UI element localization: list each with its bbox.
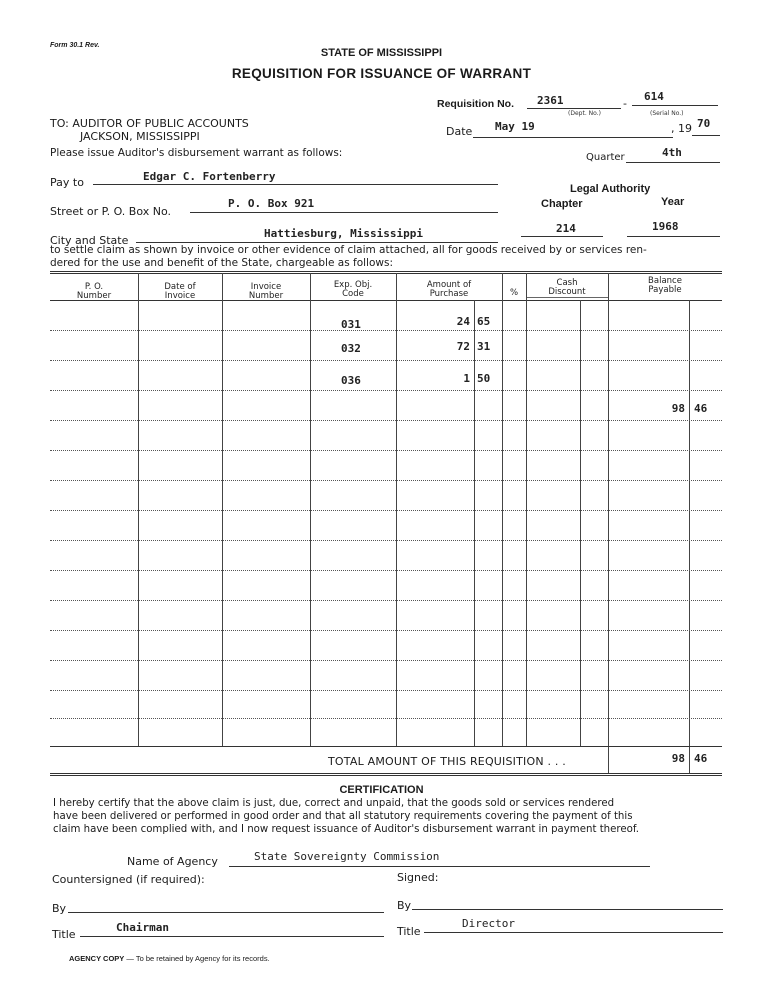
date-label: Date [446, 125, 473, 138]
serial-no-label: (Serial No.) [650, 110, 684, 117]
signed-label: Signed: [397, 871, 439, 884]
requisition-dash: - [623, 97, 627, 110]
title-right-value: Director [462, 917, 515, 930]
certification-line-2: have been delivered or performed in good order and that all statutory requirements covering the payment of this [53, 811, 633, 822]
certification-line-1: I hereby certify that the above claim is just, due, correct and unpaid, that the goods sold or services rendered [53, 798, 615, 809]
year-label: Year [661, 196, 685, 208]
by-right-label: By [397, 899, 412, 912]
dept-no-value: 2361 [537, 94, 564, 107]
col-date-header: Date of Invoice [164, 282, 196, 301]
col-code-header: Exp. Obj. Code [333, 280, 373, 299]
balance-dollars-cell: 98 [671, 402, 685, 415]
settle-text-2: dered for the use and benefit of the State, chargeable as follows: [50, 257, 393, 269]
form-title: REQUISITION FOR ISSUANCE OF WARRANT [231, 66, 532, 81]
street-label: Street or P. O. Box No. [50, 205, 171, 218]
total-label: TOTAL AMOUNT OF THIS REQUISITION . . . [328, 755, 566, 768]
date-century: , 19 [671, 122, 692, 135]
amount-dollars-cell: 1 [463, 372, 470, 385]
date-value: May 19 [495, 120, 535, 133]
agency-value: State Sovereignty Commission [254, 850, 440, 863]
state-heading: STATE OF MISSISSIPPI [320, 47, 443, 59]
year-value: 1968 [652, 220, 679, 233]
certification-line-3: claim have been complied with, and I now request issuance of Auditor's disbursement warrant in payment thereof. [53, 824, 639, 835]
amount-dollars-cell: 72 [456, 340, 470, 353]
chapter-label: Chapter [541, 198, 583, 210]
pay-to-label: Pay to [50, 176, 84, 189]
title-left-label: Title [52, 928, 76, 941]
form-id: Form 30.1 Rev. [50, 42, 100, 49]
title-left-value: Chairman [116, 921, 169, 934]
to-auditor: TO: AUDITOR OF PUBLIC ACCOUNTS [50, 117, 249, 130]
settle-text-1: to settle claim as shown by invoice or other evidence of claim attached, all for goods received by or services ren- [50, 244, 647, 256]
code-cell: 032 [341, 342, 361, 355]
street-value: P. O. Box 921 [228, 197, 315, 210]
total-dollars: 98 [671, 752, 685, 765]
quarter-label: Quarter [586, 152, 625, 163]
col-amount-header: Amount of Purchase [426, 280, 472, 299]
requisition-label: Requisition No. [437, 98, 514, 110]
amount-cents-cell: 50 [477, 372, 491, 385]
col-invoice-header: Invoice Number [248, 282, 284, 301]
agency-copy-bold: AGENCY COPY [69, 954, 125, 963]
col-pct-header: % [509, 288, 519, 298]
city-value: Hattiesburg, Mississippi [264, 227, 423, 240]
city-label: City and State [50, 234, 129, 247]
agency-copy-rest: — To be retained by Agency for its records. [124, 954, 270, 963]
title-right-label: Title [397, 925, 421, 938]
to-city: JACKSON, MISSISSIPPI [80, 130, 200, 143]
agency-label: Name of Agency [127, 855, 218, 868]
by-left-label: By [52, 902, 67, 915]
dept-no-label: (Dept. No.) [568, 110, 601, 117]
chapter-value: 214 [556, 222, 576, 235]
col-po-header: P. O. Number [76, 282, 112, 301]
total-cents: 46 [694, 752, 708, 765]
quarter-value: 4th [662, 146, 682, 159]
col-cash-header: Cash Discount [548, 278, 586, 297]
date-year: 70 [697, 117, 711, 130]
amount-dollars-cell: 24 [456, 315, 470, 328]
countersigned-label: Countersigned (if required): [52, 873, 205, 886]
code-cell: 031 [341, 318, 361, 331]
instruction-text: Please issue Auditor's disbursement warrant as follows: [50, 147, 343, 159]
col-balance-header: Balance Payable [648, 276, 682, 295]
balance-cents-cell: 46 [694, 402, 708, 415]
serial-no-value: 614 [644, 90, 664, 103]
code-cell: 036 [341, 374, 361, 387]
certification-title: CERTIFICATION [339, 784, 424, 796]
agency-copy-note [69, 954, 270, 963]
amount-cents-cell: 65 [477, 315, 491, 328]
pay-to-value: Edgar C. Fortenberry [143, 170, 276, 183]
amount-cents-cell: 31 [477, 340, 491, 353]
legal-authority-label: Legal Authority [570, 183, 651, 195]
